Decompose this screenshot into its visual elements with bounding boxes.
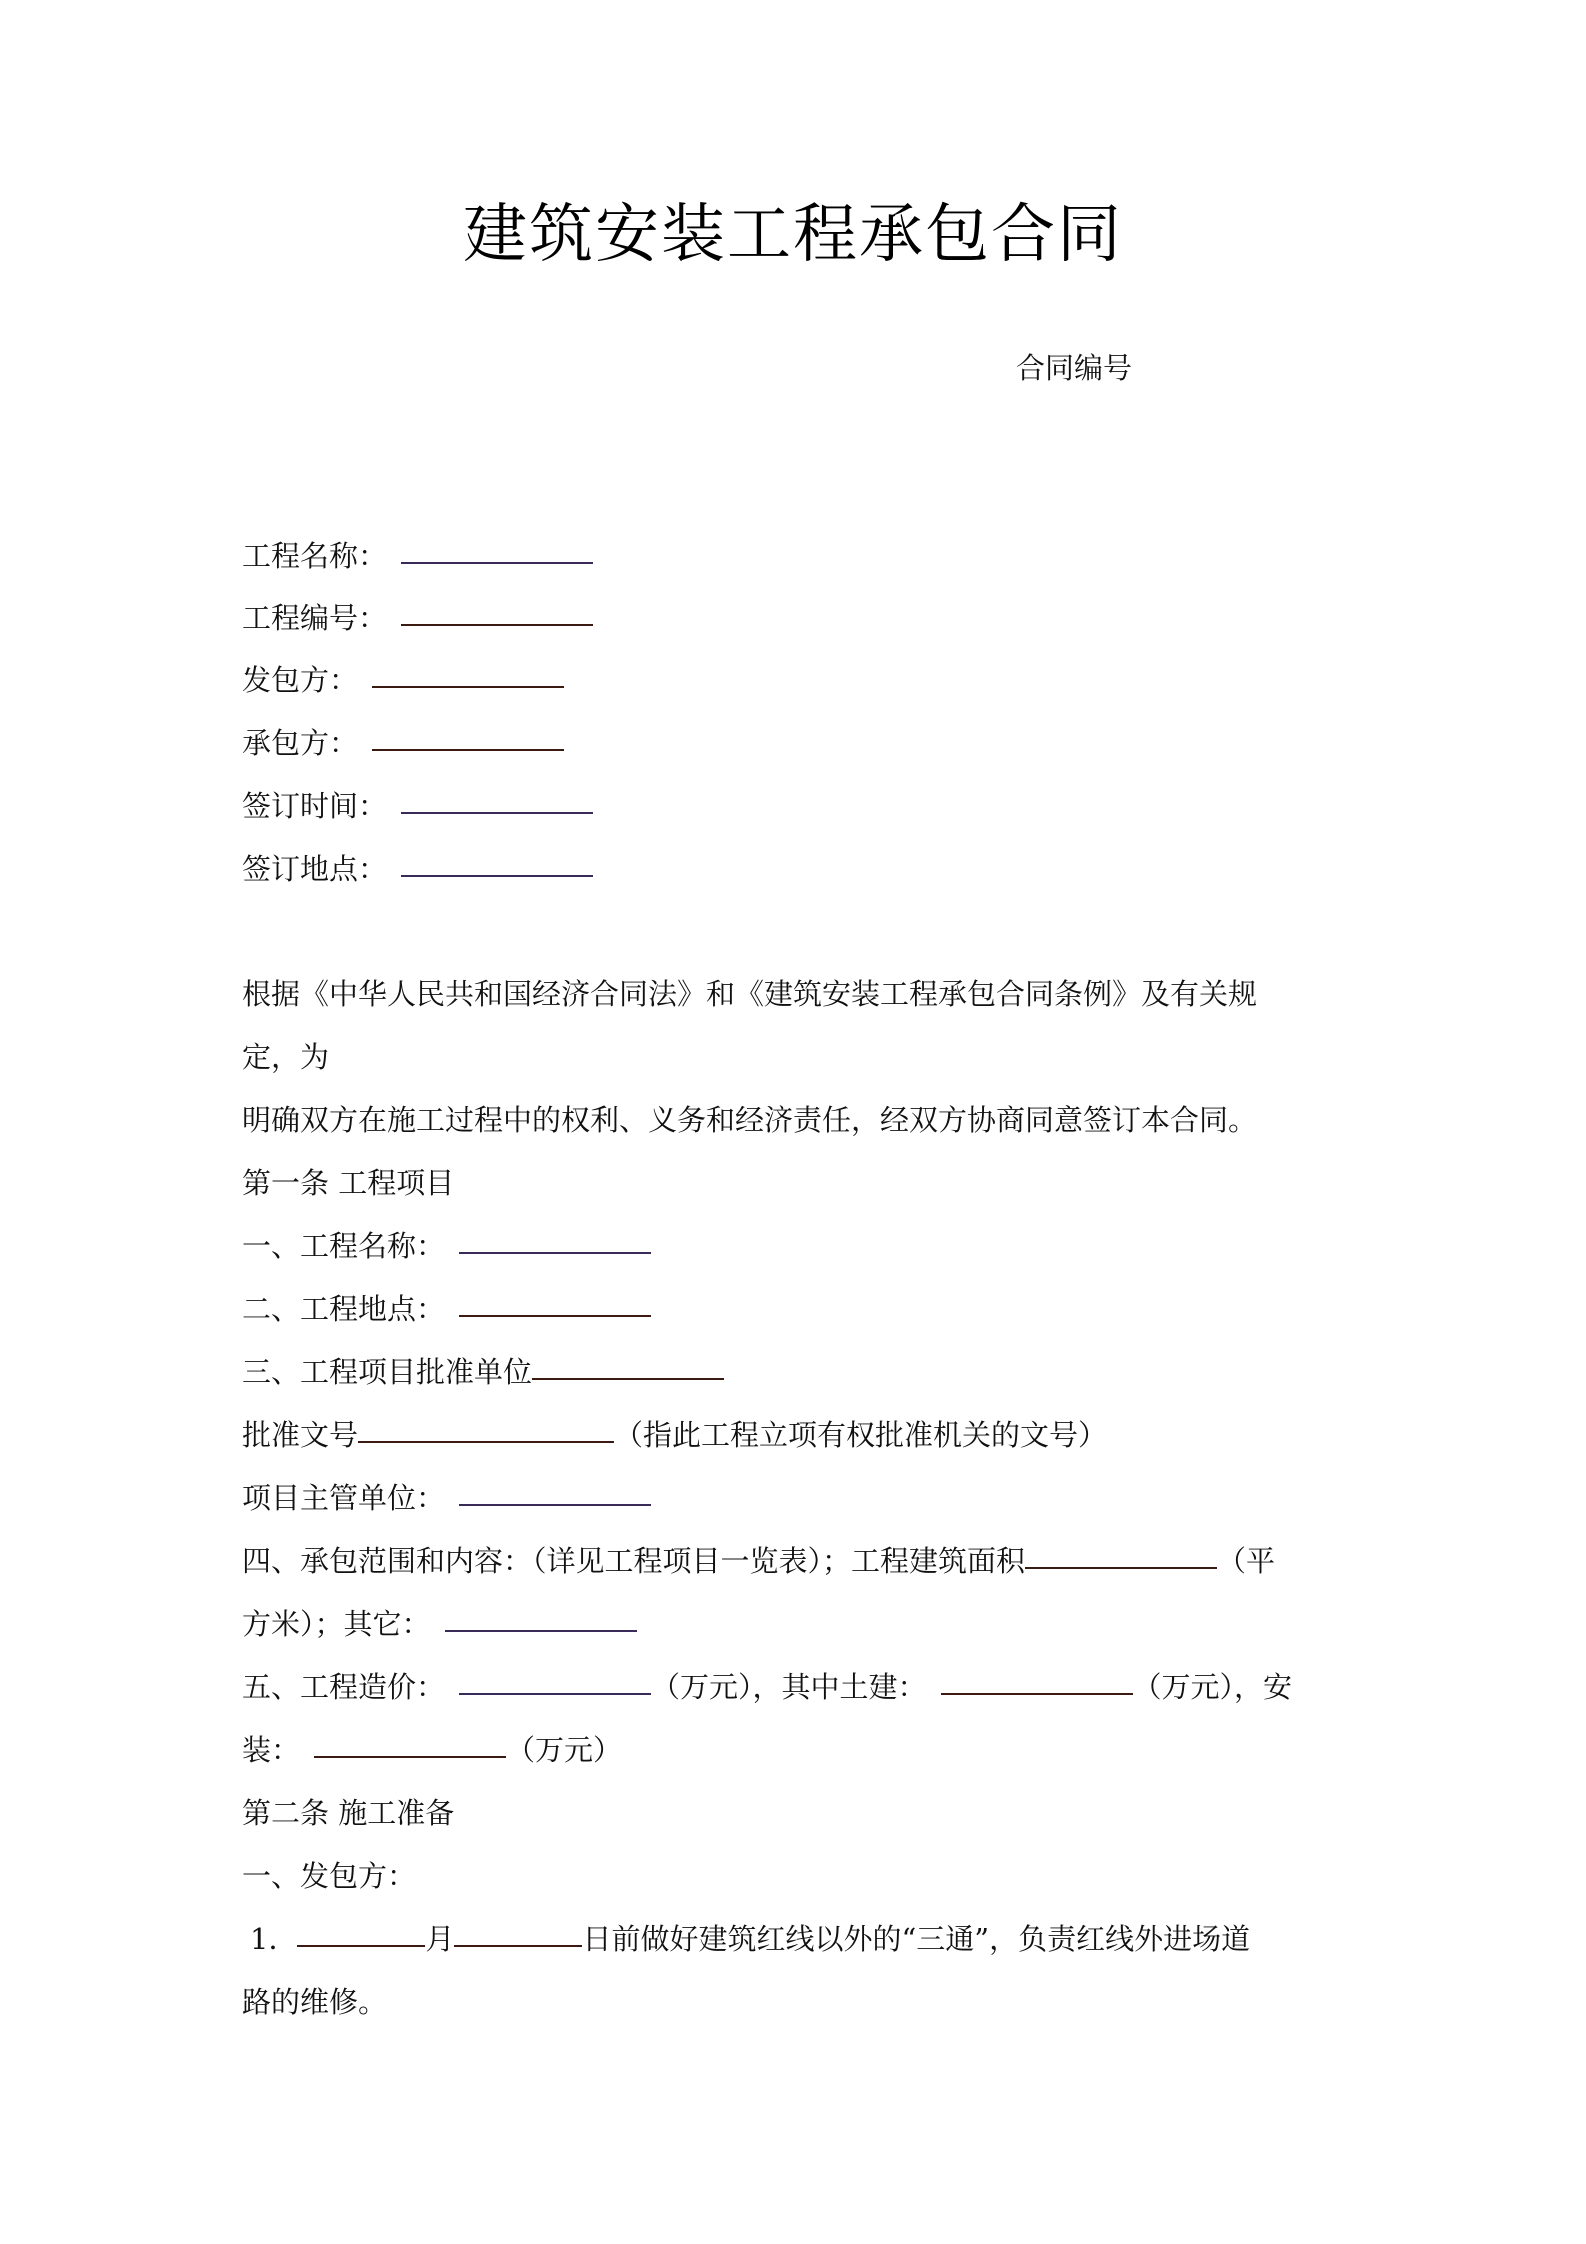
sign-date-blank[interactable]: [401, 810, 593, 814]
month-label: 月: [425, 1922, 455, 1956]
other-blank[interactable]: [445, 1628, 637, 1632]
article-2-item-1-cont: 路的维修。: [242, 1985, 388, 2019]
field-label: 签订时间：: [242, 789, 388, 823]
article-2-item-1: [242, 1919, 1250, 1959]
supervisor-blank[interactable]: [459, 1502, 651, 1506]
month-blank[interactable]: [297, 1943, 425, 1947]
field-project-name: [242, 536, 593, 576]
day-blank[interactable]: [454, 1943, 582, 1947]
item-label: 装：: [242, 1733, 301, 1767]
client-blank[interactable]: [372, 684, 564, 688]
field-project-number: [242, 598, 593, 638]
project-number-blank[interactable]: [401, 622, 593, 626]
contract-number-label: 合同编号: [1016, 351, 1133, 385]
preamble-line-3: 明确双方在施工过程中的权利、义务和经济责任，经双方协商同意签订本合同。: [242, 1103, 1258, 1137]
preamble-line-2: 定，为: [242, 1040, 330, 1074]
field-label: 签订地点：: [242, 852, 388, 886]
approval-number-line: [242, 1415, 1107, 1455]
cost-blank[interactable]: [459, 1691, 651, 1695]
item-label: 方米）；其它：: [242, 1607, 431, 1641]
install-unit: （万元）: [506, 1733, 623, 1767]
field-label: 工程名称：: [242, 539, 388, 573]
article-1-item-5-cont: [242, 1730, 622, 1770]
field-label: 工程编号：: [242, 601, 388, 635]
item-label: 批准文号: [242, 1418, 359, 1452]
approval-unit-blank[interactable]: [532, 1376, 724, 1380]
article-2-heading: 第二条 施工准备: [242, 1796, 455, 1830]
sign-place-blank[interactable]: [401, 873, 593, 877]
item-number: 1．: [250, 1922, 298, 1956]
civil-cost-blank[interactable]: [941, 1691, 1133, 1695]
approval-number-blank[interactable]: [358, 1439, 614, 1443]
item-text: 日前做好建筑红线以外的“三通”，负责红线外进场道: [582, 1922, 1251, 1956]
field-contractor: [242, 723, 564, 763]
project-name-blank[interactable]: [401, 560, 593, 564]
install-cost-blank[interactable]: [314, 1754, 506, 1758]
field-sign-date: [242, 786, 593, 826]
contractor-blank[interactable]: [372, 747, 564, 751]
area-unit: （平: [1217, 1544, 1276, 1578]
field-client: [242, 660, 564, 700]
cost-unit: （万元），其中土建：: [651, 1670, 927, 1704]
article-2-party: 一、发包方：: [242, 1859, 417, 1893]
item-label: 项目主管单位：: [242, 1481, 446, 1515]
field-label: 承包方：: [242, 726, 359, 760]
preamble-line-1: 根据《中华人民共和国经济合同法》和《建筑安装工程承包合同条例》及有关规: [242, 977, 1258, 1011]
article-1-item-1: [242, 1226, 651, 1266]
item-label: 五、工程造价：: [242, 1670, 446, 1704]
article-1-item-3: [242, 1352, 724, 1392]
item-label: 三、工程项目批准单位: [242, 1355, 533, 1389]
article-1-item-2: [242, 1289, 651, 1329]
supervisor-line: [242, 1478, 651, 1518]
item-label: 二、工程地点：: [242, 1292, 446, 1326]
field-label: 发包方：: [242, 663, 359, 697]
article-1-item-4-cont: [242, 1604, 637, 1644]
document-title: 建筑安装工程承包合同: [463, 198, 1123, 272]
approval-note: （指此工程立项有权批准机关的文号）: [614, 1418, 1108, 1452]
item-label: 一、工程名称：: [242, 1229, 446, 1263]
article-1-heading: 第一条 工程项目: [242, 1166, 455, 1200]
building-area-blank[interactable]: [1025, 1565, 1217, 1569]
article-1-item-4: [242, 1541, 1275, 1581]
item-label: 四、承包范围和内容：（详见工程项目一览表）；工程建筑面积: [242, 1544, 1026, 1578]
field-sign-place: [242, 849, 593, 889]
article-1-item-5: [242, 1667, 1292, 1707]
project-name-blank-2[interactable]: [459, 1250, 651, 1254]
project-location-blank[interactable]: [459, 1313, 651, 1317]
civil-unit: （万元），安: [1132, 1670, 1293, 1704]
